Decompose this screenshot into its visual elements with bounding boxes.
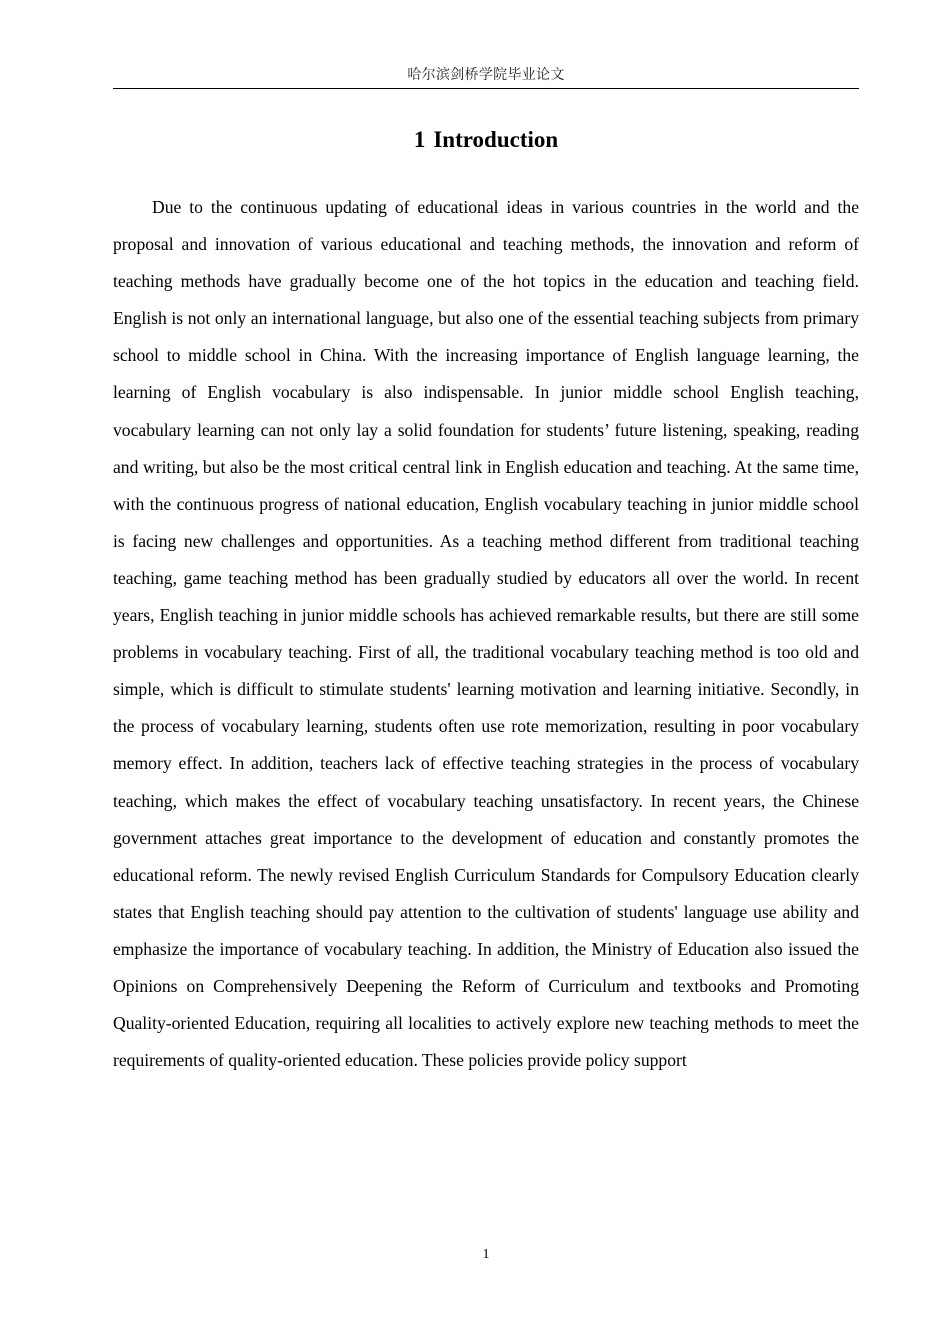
body-paragraph: Due to the continuous updating of educational ideas in various countries in the world and the proposal and innovation of various educational and teaching methods, the innovation and reform of teaching methods have gradually become one of the hot topics in the education and teaching field. English is not only an international language, but also one of the essential teaching subjects from primary school to middle school in China. With the increasing importance of English language learning, the learning of English vocabulary is also indispensable. In junior middle school English teaching, vocabulary learning can not only lay a solid foundation for students’ future listening, speaking, reading and writing, but also be the most critical central link in English education and teaching. At the same time, with the continuous progress of national education, English vocabulary teaching in junior middle school is facing new challenges and opportunities. As a teaching method different from traditional teaching teaching, game teaching method has been gradually studied by educators all over the world. In recent years, English teaching in junior middle schools has achieved remarkable results, but there are still some problems in vocabulary teaching. First of all, the traditional vocabulary teaching method is too old and simple, which is difficult to stimulate students' learning motivation and learning initiative. Secondly, in the process of vocabulary learning, students often use rote memorization, resulting in poor vocabulary memory effect. In addition, teachers lack of effective teaching strategies in the process of vocabulary teaching, which makes the effect of vocabulary teaching unsatisfactory. In recent years, the Chinese government attaches great importance to the development of education and constantly promotes the educational reform. The newly revised English Curriculum Standards for Compulsory Education clearly states that English teaching should pay attention to the cultivation of students' language use ability and emphasize the importance of vocabulary teaching. In addition, the Ministry of Education also issued the Opinions on Comprehensively Deepening the Reform of Curriculum and textbooks and Promoting Quality-oriented Education, requiring all localities to actively explore new teaching methods to meet the requirements of quality-oriented education. These policies provide policy support [113,197,859,1071]
chapter-title-text: Introduction [433,127,559,152]
page-number: 1 [482,1247,490,1262]
chapter-title [113,124,859,156]
page-header [113,66,859,89]
running-title: 哈尔滨剑桥学院毕业论文 [407,68,565,83]
chapter-number: 1 [413,127,426,152]
